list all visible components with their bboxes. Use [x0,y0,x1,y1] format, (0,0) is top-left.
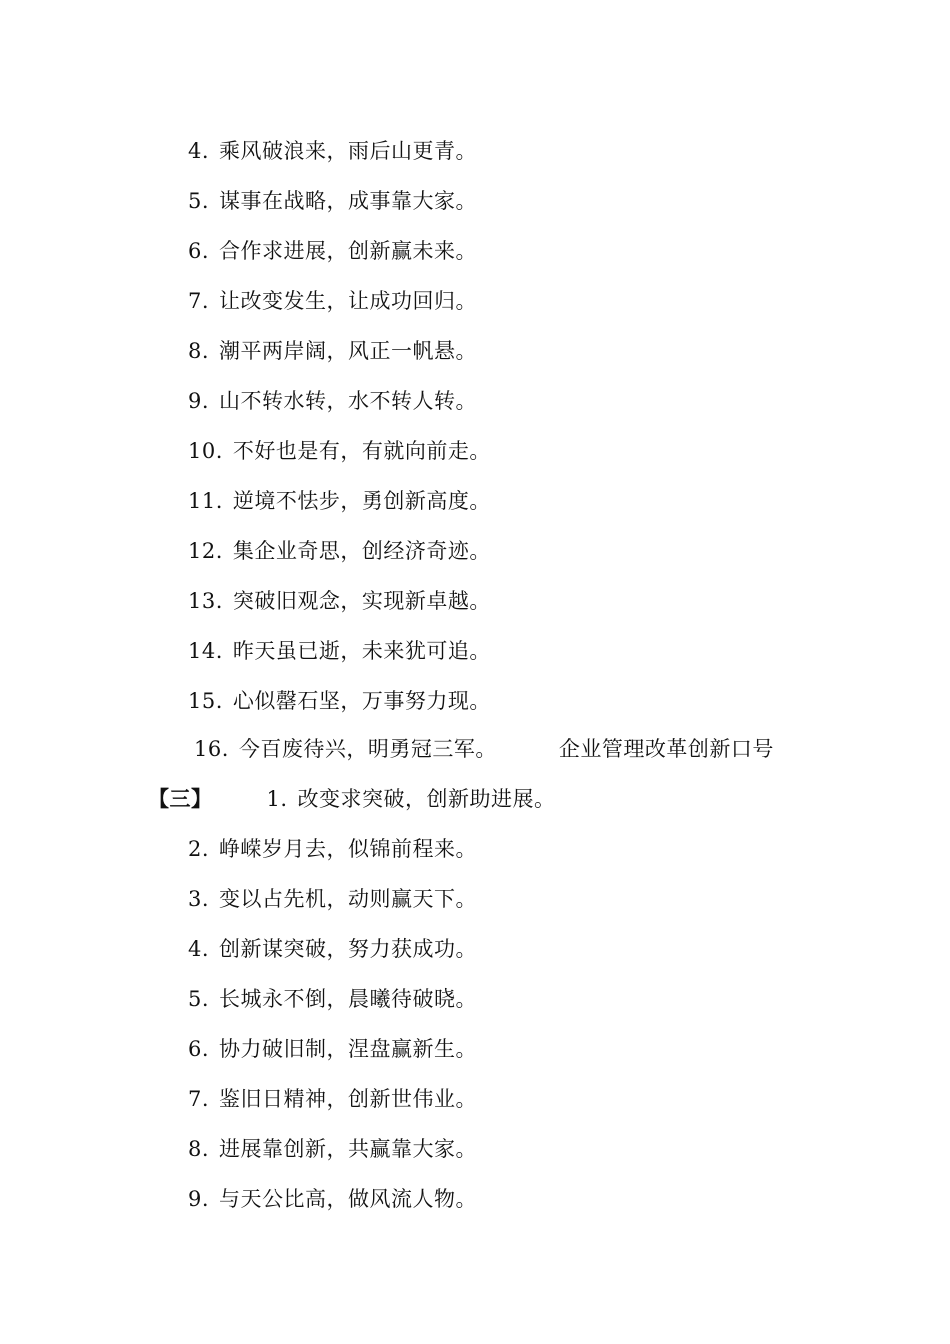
item-number: 5. [188,987,210,1011]
item-text: 让改变发生，让成功回归。 [219,289,478,313]
item-number: 2. [188,837,210,861]
item-text: 谋事在战略，成事靠大家。 [219,189,478,213]
list-item [188,834,477,864]
item-text: 峥嵘岁月去，似锦前程来。 [219,837,478,861]
list-item [188,934,477,964]
item-number: 7. [188,1087,210,1111]
item-number: 4. [188,139,210,163]
item-number: 13. [188,589,223,613]
section-heading: 【三】 [148,786,213,811]
item-number: 1. [266,787,288,811]
item-text: 不好也是有，有就向前走。 [232,439,491,463]
list-item [188,136,477,166]
item-number: 6. [188,1037,210,1061]
item-text: 集企业奇思，创经济奇迹。 [232,539,491,563]
item-number: 4. [188,937,210,961]
list-item [188,1034,477,1064]
list-item [188,236,477,266]
item-text: 长城永不倒，晨曦待破晓。 [219,987,478,1011]
item-number: 8. [188,339,210,363]
item-text: 潮平两岸阔，风正一帆悬。 [219,339,478,363]
section-heading-line [148,784,556,814]
list-item [188,586,491,616]
item-number: 14. [188,639,223,663]
list-item [194,734,774,764]
item-text: 与天公比高，做风流人物。 [219,1187,478,1211]
list-item [188,984,477,1014]
item-number: 3. [188,887,210,911]
item-number: 15. [188,689,223,713]
item-text: 进展靠创新，共赢靠大家。 [219,1137,478,1161]
item-text: 山不转水转，水不转人转。 [219,389,478,413]
item-number: 11. [188,489,223,513]
item-text: 心似罄石坚，万事努力现。 [232,689,491,713]
item-number: 9. [188,1187,210,1211]
list-item [188,336,477,366]
item-text: 昨天虽已逝，未来犹可追。 [232,639,491,663]
item-number: 5. [188,189,210,213]
item-text: 变以占先机，动则赢天下。 [219,887,478,911]
item-number: 7. [188,289,210,313]
list-item [188,536,491,566]
list-item [188,186,477,216]
list-item [188,386,477,416]
list-item [188,286,477,316]
item-text: 逆境不怯步，勇创新高度。 [232,489,491,513]
item-text: 今百废待兴，明勇冠三军。 [238,737,497,761]
item-number: 8. [188,1137,210,1161]
list-item [188,436,491,466]
list-item [188,884,477,914]
item-text: 鉴旧日精神，创新世伟业。 [219,1087,478,1111]
list-item [188,486,491,516]
item-text: 协力破旧制，涅盘赢新生。 [219,1037,478,1061]
item-text: 改变求突破，创新助进展。 [297,787,556,811]
list-item [188,1184,477,1214]
item-number: 16. [194,737,229,761]
item-text: 突破旧观念，实现新卓越。 [232,589,491,613]
list-item [188,636,491,666]
item-number: 9. [188,389,210,413]
item-text: 乘风破浪来，雨后山更青。 [219,139,478,163]
list-item [188,1084,477,1114]
item-number: 6. [188,239,210,263]
list-item [188,686,491,716]
item-number: 10. [188,439,223,463]
item-number: 12. [188,539,223,563]
list-item [188,1134,477,1164]
section-title: 企业管理改革创新口号 [558,737,774,761]
item-text: 合作求进展，创新赢未来。 [219,239,478,263]
item-text: 创新谋突破，努力获成功。 [219,937,478,961]
